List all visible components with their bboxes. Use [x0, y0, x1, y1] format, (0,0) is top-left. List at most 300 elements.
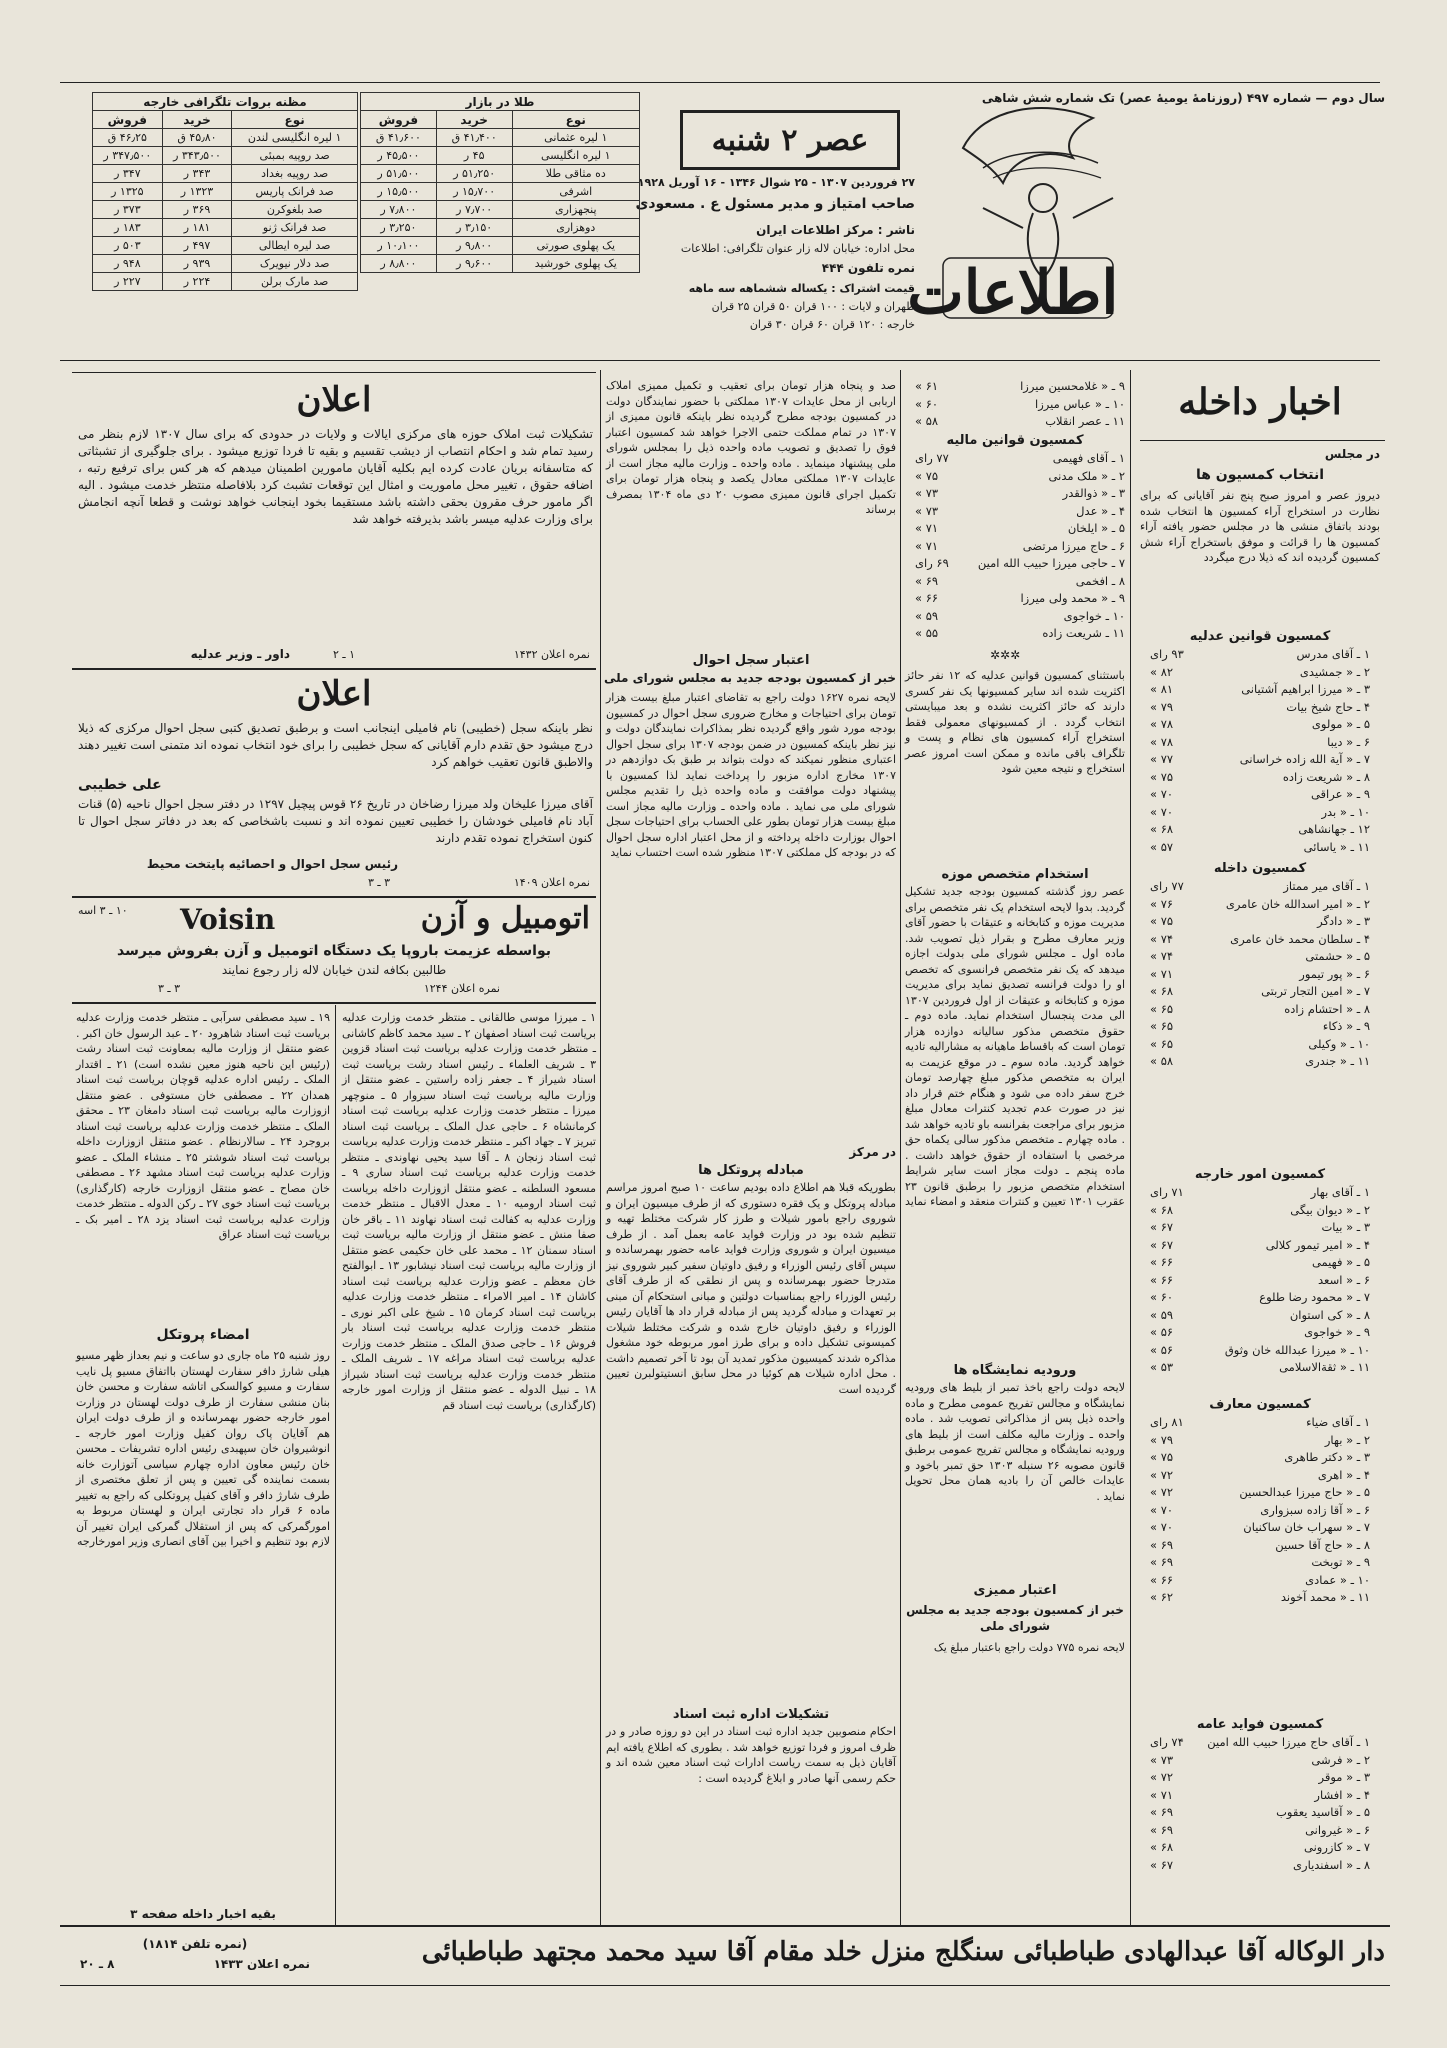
favayed-member: ۶ ـ « غیروانی	[1305, 1822, 1370, 1837]
dakhele-member: ۶ ـ « پور تیمور	[1299, 966, 1370, 981]
adliye-votes: ۷۰ »	[1150, 804, 1174, 819]
adliye-item	[1150, 664, 1370, 682]
h-budget-news: خبر از کمسیون بودجه جدید به مجلس شورای ملی	[906, 1603, 1124, 1633]
dakhele-votes: ۷۱ »	[1150, 966, 1174, 981]
h-maliye: کمسیون قوانین مالیه	[946, 433, 1084, 448]
adliye-member: ۶ ـ « دیبا	[1327, 734, 1370, 749]
ad2-title: اعلان	[296, 674, 372, 714]
maliye-item	[915, 625, 1125, 643]
dakhele-item	[1150, 1001, 1370, 1019]
ad1-ref: نمره اعلان ۱۴۳۲	[513, 648, 590, 661]
gold-row	[361, 219, 640, 237]
adliye-item	[1150, 699, 1370, 717]
col2-top-member: ۱۰ ـ « عباس میرزا	[1035, 396, 1125, 411]
maliye-member: ۱۰ ـ خواجوی	[1063, 608, 1125, 623]
h-adliye: کمسیون قوانین عدلیه	[1189, 629, 1331, 644]
favayed-member: ۳ ـ « موقر	[1318, 1770, 1370, 1784]
maaref-member: ۲ ـ « بهار	[1324, 1432, 1370, 1447]
maliye-item	[915, 538, 1125, 556]
dakhele-item	[1150, 1053, 1370, 1071]
maaref-votes: ۶۶ »	[1150, 1572, 1174, 1587]
khareje-votes: ۶۰ »	[1150, 1290, 1174, 1304]
maaref-item	[1150, 1537, 1370, 1555]
favayed-votes: ۶۷ »	[1150, 1857, 1174, 1872]
favayed-item	[1150, 1752, 1370, 1770]
ad3-title: اتومبیل و آزن	[420, 901, 590, 936]
favayed-item	[1150, 1769, 1370, 1787]
dakhele-list	[1150, 878, 1370, 1071]
adliye-item	[1150, 681, 1370, 699]
khareje-item	[1150, 1289, 1370, 1307]
maaref-votes: ۶۹ »	[1150, 1537, 1174, 1552]
khareje-item	[1150, 1324, 1370, 1342]
newspaper-logo	[907, 88, 1128, 358]
ad1-title: اعلان	[296, 380, 372, 420]
adliye-member: ۵ ـ « مولوی	[1311, 717, 1370, 731]
col2-top-member: ۱۱ ـ عصر انقلاب	[1045, 414, 1125, 428]
fx-cell: ۱۳۲۳ ر	[162, 183, 232, 201]
maaref-votes: ۷۲ »	[1150, 1467, 1174, 1482]
fx-cell: ۳۷۳ ر	[93, 201, 163, 219]
subscription-abroad: خارجه : ۱۲۰ قران ۶۰ قران ۳۰ قران	[749, 318, 915, 331]
h-center: در مرکز	[849, 1145, 896, 1159]
gold-cell: ده مثاقی طلا	[512, 165, 639, 183]
gold-cell: ۱ لیره عثمانی	[512, 129, 639, 147]
footer-phone: (نمره تلفن ۱۸۱۴)	[142, 1937, 248, 1951]
khareje-item	[1150, 1184, 1370, 1202]
ad1-code: ۱ ـ ۲	[332, 648, 355, 661]
phone-line: نمره تلفون ۴۴۴	[821, 261, 915, 275]
sub-heading-majlis: در مجلس	[1324, 447, 1380, 461]
adliye-member: ۱۰ ـ « بدر	[1321, 804, 1370, 819]
h-dakhele: کمسیون داخله	[1213, 861, 1307, 876]
gold-header-sell: فروش	[361, 111, 437, 129]
h-survey-credit: اعتبار ممیزی	[973, 1583, 1057, 1598]
fx-row	[93, 165, 358, 183]
khareje-item	[1150, 1237, 1370, 1255]
h-protocol-signing: امضاء پروتکل	[156, 1327, 250, 1343]
ad3-title-latin: Voisin	[180, 903, 276, 936]
maliye-member: ۸ ـ افخمی	[1075, 573, 1125, 588]
ad2-text: نظر باینکه سجل (خطیبی) نام فامیلی اینجانب است و برطبق تصدیق کتبی سجل احوال مرکزی که ذیلا درج میشود حق تقدم دارم آقایانی که سجل خطیبی را برای خود انتخاب نموده اند متمنی است تغییر دهند والاطبق قانون تعقیب خواهم کرد	[78, 721, 593, 769]
ad2-ref: نمره اعلان ۱۴۰۹	[513, 876, 590, 889]
gold-row	[361, 255, 640, 273]
fx-row	[93, 255, 358, 273]
col2-top-votes: ۵۸ »	[915, 414, 939, 428]
fx-cell: ۱ لیره انگلیسی لندن	[232, 129, 358, 147]
khareje-votes: ۶۷ »	[1150, 1220, 1174, 1234]
gold-cell: ۳٫۲۵۰ ر	[361, 219, 437, 237]
adliye-votes: ۷۷ »	[1150, 752, 1174, 766]
gold-cell: ۴۵ ر	[436, 147, 512, 165]
gold-cell: ۷٫۷۰۰ ر	[436, 201, 512, 219]
adliye-member: ۱۱ ـ « یاسائی	[1303, 839, 1370, 854]
gold-cell: ۱۰٫۱۰۰ ر	[361, 237, 437, 255]
khareje-votes: ۵۶ »	[1150, 1342, 1174, 1357]
khareje-item	[1150, 1272, 1370, 1290]
favayed-item	[1150, 1857, 1370, 1875]
maliye-votes: ۶۹ رای	[915, 556, 949, 570]
maaref-votes: ۷۰ »	[1150, 1502, 1174, 1517]
col-divider-4	[335, 1005, 336, 1925]
dakhele-member: ۸ ـ « احتشام زاده	[1284, 1001, 1370, 1016]
maliye-votes: ۵۵ »	[915, 626, 939, 640]
adliye-item	[1150, 769, 1370, 787]
favayed-member: ۵ ـ « آقاسید یعقوب	[1276, 1805, 1370, 1819]
adliye-item	[1150, 786, 1370, 804]
gold-cell: پنجهزاری	[512, 201, 639, 219]
maliye-item	[915, 450, 1125, 468]
fx-cell: صد مارک برلن	[232, 273, 358, 291]
adliye-list	[1150, 646, 1370, 856]
committees-intro: دیروز عصر و امروز صبح پنج نفر آقایانی که برای نظارت در استخراج آراء کمسیون ها انتخاب شده بودند باتفاق منشی ها در مجلس حضور یافته آراء کمسیون ها را قرائت و موفق باستخراج آراء شش کمسیون گردیده اند که ذیلا درج میگردد	[1140, 489, 1380, 564]
khareje-item	[1150, 1219, 1370, 1237]
gold-row	[361, 147, 640, 165]
maaref-votes: ۶۲ »	[1150, 1590, 1174, 1604]
section-heading-domestic: اخبار داخله	[1178, 381, 1342, 423]
ad1-text: تشکیلات ثبت املاک حوزه های مرکزی ایالات و ولایات در حدودی که برای سال ۱۳۰۷ لازم بنظر می رسید تمام شد و احکام انتصاب از دیشب تقسیم و بقیه تا فردا توزیع میشود . برای جلوگیری از تشبثاتی که متاسفانه بریان عادت کرده ایم بکلیه آقایان مامورین اطمینان میدهم که هر کس برای ترفیع رتبه ، اضافه حقوق ، تغییر محل ماموریت و امثال این توقعات تشبث کرد بلافاصله منتظر خدمت میشود . الیه اگر مامور حرف مقرون بحقی داشته باشد مستقیما بخود اینجانب خواهد نوشت و قطعا آنچه انجامش برای وزارت عدلیه میسر باشد بذیرفته خواهد شد	[78, 427, 593, 526]
col2-para3: لایحه دولت راجع باخذ تمبر از بلیط های ورودیه نمایشگاه و مجالس تفریح عمومی مطرح و ماده واحده ذیل پس از مذاکراتی تصویب شد . ماده واحده ـ وزارت مالیه مکلف است از بلیط های ورودیه نمایشگاه و مجالس تفریح عمومی برطبق قانون مصوبه ۲۶ سنبله ۱۳۰۳ حق تمبر باخود و عایدات خالص آن را بادیه همان محل تحویل نماید .	[905, 1381, 1125, 1503]
khareje-votes: ۶۸ »	[1150, 1202, 1174, 1217]
logo-text: اطلاعات	[907, 258, 1118, 328]
favayed-votes: ۷۴ رای	[1150, 1735, 1184, 1749]
favayed-member: ۲ ـ « فرشی	[1311, 1752, 1370, 1767]
maaref-votes: ۸۱ رای	[1150, 1415, 1184, 1429]
separator-stars: ✲✲✲	[990, 648, 1021, 662]
h-committees: انتخاب کمسیون ها	[1195, 467, 1325, 483]
fx-cell: صد فرانک پاریس	[232, 183, 358, 201]
khareje-member: ۳ ـ « بیات	[1321, 1220, 1370, 1234]
gold-cell: ۹٫۸۰۰ ر	[436, 237, 512, 255]
favayed-votes: ۶۸ »	[1150, 1840, 1174, 1854]
publisher-line: ناشر : مرکز اطلاعات ایران	[756, 223, 915, 237]
protocol-text: روز شنبه ۲۵ ماه جاری دو ساعت و نیم بعداز ظهر مسیو هیلی شارژ دافر سفارت لهستان بااتفاق مسیو پل نایب سفارت و مسیو کوالسکی اتاشه سفارت و محسن خان بنان منشی سفارت از طرف دولت لهستان در وزارت امور خارجه حضور بهمرسانده و از طرف دولت ایران هم آقایان پاک روان کفیل وزارت امور خارجه ـ انوشیروان خان سپهبدی رئیس اداره تشریفات ـ محسن خان رئیس معاون اداره چهارم سیاسی آتوزارت خانه بسمت نماینده گی تعیین و پس از تعلق مختصری از طرف شارژ دافر و آقای کفیل پروتکلی که راجع به تغییر ماده ۶ قرار داد تجارتی ایران و لهستان مربوط به امورگمرکی که پس از استقلال گمرکی ایران تغییر آن لازم بود تنظیم و اخیرا بین آقای انصاری وزیر امورخارجه	[76, 1349, 330, 1548]
khareje-votes: ۶۷ »	[1150, 1237, 1174, 1252]
maaref-member: ۱ ـ آقای ضیاء	[1306, 1415, 1370, 1429]
khareje-votes: ۷۱ رای	[1150, 1185, 1184, 1199]
maaref-votes: ۷۵ »	[1150, 1450, 1174, 1464]
favayed-list	[1150, 1734, 1370, 1874]
maliye-member: ۹ ـ « محمد ولی میرزا	[1020, 591, 1125, 605]
gold-cell: ۸٫۸۰۰ ر	[361, 255, 437, 273]
maaref-votes: ۷۰ »	[1150, 1520, 1174, 1534]
col2-para2: عصر روز گذشته کمسیون بودجه جدید تشکیل گردید. بدوا لایحه استخدام یک نفر متخصص برای مدیریت موزه و کتابخانه و عتیقات با حضور آقای وزیر معارف مطرح و بقرار ذیل تصویب شد. ماده اول ـ مجلس شورای ملی بدولت اجازه میدهد که یک نفر متخصص فرانسوی که تخصص او را دولت فرانسه تصدیق نماید برای مدیریت موزه و کتابخانه و عتیقات از اول فروردین ۱۳۰۷ الی مدت پنجسال استخدام نماید. ماده دوم ـ حقوق متخصص مذکور سالیانه دوازده هزار تومان است که باقساط ماهیانه به مشارالیه تادیه خواهد گردید. ماده سوم ـ در موقع عزیمت به ایران به متخصص مذکور مبلغ چهارصد تومان خرج سفر داده می شود و هنگام ختم قرار داد نیز در صورت عدم تجدید کنترات معادل مبلغ مزبور برای مراجعت بفرانسه باو تادیه خواهد شد . ماده چهارم ـ متخصص مذکور سالی یکماه حق مرخصی با استفاده از حقوق خواهد داشت . ماده پنجم ـ دولت مجاز است سایر شرایط استخدام متخصص مزبور را برطبق قانون ۲۳ عقرب ۱۳۰۱ تعیین و کنترات منعقد و امضاء نماید	[904, 885, 1125, 1208]
dakhele-item	[1150, 1018, 1370, 1036]
maaref-item	[1150, 1502, 1370, 1520]
col3-para2: لایحه نمره ۱۶۲۷ دولت راجع به تقاضای اعتبار مبلغ بیست هزار تومان برای احتیاجات و مخارج ضروری سجل احوال در کمسیون بودجه مورد شور واقع گردیده نظر بمذاکرات نمایندگان دولت و نیز نظر باینکه کمسیون در ضمن بودجه ۱۳۰۷ برای سجل احوال اعتباری منظور نمیکند که دولت بتواند بر طبق بک دوازدهم در ۱۳۰۷ مخارج اداره مزبور را پرداخت نماید لذا کمسیون با پیشنهاد دولت موافقت و ماده واحده ذیل را تقدیم مجلس شورای ملی می نماید . ماده واحده ـ وزارت مالیه مجاز است مبلغ بیست هزار تومان بطور علی الحساب برای احتیاجات سجل احوال بوزارت داخله پرداخته و از محل اعتبار اداره سجل احوال که در بودجه کل مملکتی ۱۳۰۷ منظور شده است احتساب نماید	[606, 691, 896, 859]
gold-table-title: طلا در بازار	[361, 93, 640, 111]
gold-cell: ۵۱٫۵۰۰ ر	[361, 165, 437, 183]
subscription-title: قیمت اشتراک : یکساله ششماهه سه ماهه	[688, 282, 915, 295]
khareje-votes: ۵۶ »	[1150, 1325, 1174, 1339]
ad2-text2: آقای میرزا علیخان ولد میرزا رضاخان در تاریخ ۲۶ قوس پیچیل ۱۲۹۷ در دفتر سجل احوال ناحیه (۵) قنات آباد نام فامیلی خودشان را خطیبی تعیین نموده اند و نسبت باشخاصی که بعد در دفاتر سجل احوال تا کنون استخراج نموده تقدم دارند	[78, 797, 593, 845]
gold-cell: ۱۵٫۵۰۰ ر	[361, 183, 437, 201]
khareje-item	[1150, 1307, 1370, 1325]
fx-row	[93, 147, 358, 165]
dakhele-votes: ۷۵ »	[1150, 914, 1174, 928]
favayed-votes: ۷۳ »	[1150, 1752, 1174, 1767]
h-khareje: کمسیون امور خارجه	[1194, 1167, 1326, 1182]
maliye-item	[915, 468, 1125, 486]
fx-table-title: مظنه بروات تلگرافی خارجه	[93, 93, 358, 111]
footer-code: ۸ ـ ۲۰	[80, 1957, 115, 1971]
maaref-item	[1150, 1449, 1370, 1467]
h-registry-org: تشکیلات اداره ثبت اسناد	[672, 1707, 830, 1722]
khareje-item	[1150, 1254, 1370, 1272]
dakhele-member: ۱۱ ـ « جندری	[1305, 1054, 1370, 1068]
gold-cell: ۱ لیره انگلیسی	[512, 147, 639, 165]
maliye-member: ۴ ـ « عدل	[1076, 503, 1125, 518]
adliye-votes: ۸۲ »	[1150, 664, 1174, 679]
adliye-votes: ۵۷ »	[1150, 839, 1174, 854]
ad2-signature: رئیس سجل احوال و احصائیه پایتخت محیط	[146, 857, 398, 871]
col2-top-member: ۹ ـ « غلامحسین میرزا	[1020, 379, 1125, 393]
fx-header-sell: فروش	[93, 111, 163, 129]
gold-row	[361, 165, 640, 183]
favayed-votes: ۶۹ »	[1150, 1822, 1174, 1837]
footer-main: دار الوکاله آقا عبدالهادی طباطبائی سنگلج منزل خلد مقام آقا سید محمد مجتهد طباطبائی	[421, 1937, 1385, 1967]
maliye-member: ۷ ـ حاجی میرزا حبیب الله امین	[977, 556, 1125, 570]
dakhele-member: ۴ ـ سلطان محمد خان عامری	[1230, 931, 1370, 946]
khareje-member: ۴ ـ « امیر تیمور کلالی	[1265, 1237, 1370, 1252]
rule	[72, 668, 596, 670]
dakhele-item	[1150, 931, 1370, 949]
fx-cell: صد روپیه بمبئی	[232, 147, 358, 165]
maaref-member: ۱۰ ـ « عمادی	[1305, 1572, 1370, 1587]
adliye-votes: ۷۹ »	[1150, 699, 1174, 714]
fx-cell: صد بلغوکرن	[232, 201, 358, 219]
favayed-item	[1150, 1839, 1370, 1857]
day-title-box	[680, 110, 900, 170]
dakhele-votes: ۶۵ »	[1150, 1001, 1174, 1016]
footer-top-rule	[60, 1925, 1390, 1927]
dakhele-member: ۳ ـ « دادگر	[1317, 914, 1370, 928]
khareje-list	[1150, 1184, 1370, 1377]
khareje-member: ۱۰ ـ « میرزا عبدالله خان وثوق	[1224, 1342, 1370, 1357]
dakhele-votes: ۷۴ »	[1150, 949, 1174, 963]
favayed-votes: ۶۹ »	[1150, 1805, 1174, 1819]
dakhele-votes: ۵۸ »	[1150, 1054, 1174, 1068]
col2-top-item	[915, 378, 1125, 396]
h-protocol-exchange: مبادله پروتکل ها	[698, 1163, 804, 1178]
maliye-item	[915, 520, 1125, 538]
col2-para1: باستثنای کمسیون قوانین عدلیه که ۱۲ نفر حائز اکثریت شده اند سایر کمسیونها یک نفر کسری دارند که حائز اکثریت نشده و بعد میبایستی انتخاب گردد . از کمسیونهای معمولی فقط استخراج آراء کمسیون های نظام و پست و تلگراف باقی مانده و ممکن است امروز عصر استخراج و نتیجه معین شود	[905, 669, 1125, 775]
dakhele-member: ۱ ـ آقای میر ممتاز	[1283, 879, 1370, 893]
maaref-item	[1150, 1484, 1370, 1502]
gold-row	[361, 129, 640, 147]
fx-cell: صد لیره ایطالی	[232, 237, 358, 255]
maliye-member: ۲ ـ « ملک مدنی	[1048, 468, 1125, 483]
h-favayed: کمسیون فواید عامه	[1196, 1717, 1324, 1732]
h-registry-budget: خبر از کمسیون بودجه جدید به مجلس شورای ملی	[603, 671, 896, 685]
fx-cell: ۴۶٫۲۵ ق	[93, 129, 163, 147]
fx-cell: ۱۸۱ ر	[162, 219, 232, 237]
favayed-member: ۱ ـ آقای حاج میرزا حبیب الله امین	[1207, 1735, 1370, 1749]
fx-header-type: نوع	[232, 111, 358, 129]
ad3-code: ۱۰ ـ ۳ اسه	[78, 904, 128, 917]
col2-top-votes: ۶۱ »	[915, 379, 939, 393]
dakhele-member: ۷ ـ « امین التجار تربتی	[1261, 984, 1370, 998]
khareje-votes: ۵۳ »	[1150, 1360, 1174, 1374]
gold-header-buy: خرید	[436, 111, 512, 129]
rule	[72, 372, 596, 373]
maliye-item	[915, 608, 1125, 626]
gold-price-table	[360, 92, 640, 273]
adliye-item	[1150, 804, 1370, 822]
favayed-item	[1150, 1822, 1370, 1840]
khareje-member: ۲ ـ « دیوان بیگی	[1290, 1202, 1370, 1217]
registry-list-part1: ۱ ـ میرزا موسی طالقانی ـ منتظر خدمت وزارت عدلیه بریاست ثبت اسناد اصفهان ۲ ـ سید محمد کاظم کاشانی ـ منتظر خدمت وزارت عدلیه بریاست ثبت اسناد قزوین ۳ ـ شریف العلماء ـ رئیس اسناد رشت بریاست ثبت اسناد شیراز ۴ ـ جعفر زاده راستین ـ عضو منتقل از وزارت مالیه بریاست ثبت اسناد سبزوار ۵ ـ منوچهر میرزا ـ منتظر خدمت وزارت عدلیه بریاست ثبت اسناد کرمانشاه ۶ ـ حاجی عدل الملک ـ بریاست ثبت اسناد تبریز ۷ ـ جهاد اکبر ـ منتظر خدمت وزارت عدلیه بریاست ثبت اسناد زنجان ۸ ـ آقا سید یحیی نهاوندی ـ منتظر خدمت وزارت عدلیه بریاست ثبت اسناد ساری ۹ ـ مسعود السلطنه ـ عضو منتقل ازوزارت داخله بریاست ثبت اسناد ارومیه ۱۰ ـ معدل الاقبال ـ منتظر خدمت وزارت عدلیه به کفالت ثبت اسناد نهاوند ۱۱ ـ باقر خان صفا منش ـ عضو منتقل از وزارت مالیه بریاست ثبت اسناد سمنان ۱۲ ـ محمد علی خان حکیمی عضو منتقل از وزارت مالیه بریاست ثبت اسناد نیشابور ۱۳ ـ ابوالفتح خان معظم ـ عضو وزارت عدلیه بریاست ثبت اسناد کاشان ۱۴ ـ امیر الامراء ـ منتظر خدمت وزارت عدلیه بریاست ثبت اسناد کرمان ۱۵ ـ شیخ علی اکبر نوری ـ منتظر خدمت وزارت عدلیه بریاست ثبت اسناد بار فروش ۱۶ ـ حاجی صدق الملک ـ منتظر خدمت وزارت عدلیه بریاست ثبت اسناد مراغه ۱۷ ـ شریف الملک ـ منتظر خدمت وزارت عدلیه بریاست ثبت اسناد شیراز ۱۸ ـ نبیل الدوله ـ عضو منتقل از وزارت امور خارجه (کارگذاری) بریاست ثبت اسناد قم	[342, 1011, 597, 1412]
ad1-signature: داور ـ وزیر عدلیه	[190, 647, 290, 661]
maaref-member: ۴ ـ « اهری	[1317, 1467, 1370, 1482]
maliye-list	[915, 450, 1125, 643]
dakhele-item	[1150, 878, 1370, 896]
maaref-member: ۶ ـ « آقا زاده سبزواری	[1260, 1502, 1370, 1517]
dakhele-member: ۱۰ ـ « وکیلی	[1308, 1036, 1370, 1051]
adliye-item	[1150, 751, 1370, 769]
registry-list-part2: ۱۹ ـ سید مصطفی سرآبی ـ منتظر خدمت وزارت عدلیه بریاست ثبت اسناد شاهرود ۲۰ ـ عبد الرسول خان اکبر . عضو منتقل از وزارت مالیه بمعاونت ثبت اسناد رشت (رئیس این ناحیه هنوز معین نشده است) ۲۱ ـ اقتدار الملک ـ رئیس اداره عدلیه قوچان بریاست ثبت اسناد همدان ۲۲ ـ مصطفی خان مستوفی . عضو منتقل ازوزارت مالیه بریاست ثبت اسناد دامغان ۲۳ ـ محقق الملک ـ منتظر خدمت وزارت عدلیه بریاست ثبت اسناد بروجرد ۲۴ ـ سالارنظام . عضو منتقل ازوزارت داخله بریاست ثبت اسناد شوشتر ۲۵ ـ منشاء الملک ـ عضو وزارت عدلیه بریاست ثبت اسناد مشهد ۲۶ ـ مصطفی خان مصاح ـ عضو منتقل ازوزارت خارجه (کارگذاری) بریاست ثبت اسناد خوی ۲۷ ـ رکن الدوله ـ منتظر خدمت وزارت عدلیه بریاست ثبت اسناد یزد ۲۸ ـ امیر بک ـ بریاست ثبت اسناد عراق	[76, 1011, 331, 1241]
dakhele-item	[1150, 913, 1370, 931]
adliye-member: ۹ ـ « عراقی	[1310, 787, 1370, 801]
dakhele-votes: ۶۸ »	[1150, 984, 1174, 998]
subscription-tehran: طهران و لایات : ۱۰۰ قران ۵۰ قران ۲۵ قران	[711, 300, 915, 313]
gold-cell: ۳٫۱۵۰ ر	[436, 219, 512, 237]
day-title: عصر ۲ شنبه	[711, 123, 869, 158]
adliye-member: ۴ ـ حاج شیخ بیات	[1286, 699, 1370, 714]
khareje-member: ۷ ـ « محمود رضا طلوع	[1259, 1290, 1370, 1304]
dakhele-item	[1150, 948, 1370, 966]
col2-top-votes: ۶۰ »	[915, 396, 939, 411]
maaref-votes: ۷۹ »	[1150, 1432, 1174, 1447]
adliye-item	[1150, 734, 1370, 752]
col3-para4: احکام منصوبین جدید اداره ثبت اسناد در این دو روزه صادر و در ظرف امروز و فردا توزیع خواهد شد . بطوری که اطلاع یافته ایم آقایان ذیل به سمت ریاست ادارات ثبت اسناد معین شده اند و حکم رسمی آنها صادر و ابلاغ گردیده است :	[606, 1725, 896, 1785]
ad2-code: ۳ ـ ۳	[367, 876, 390, 889]
maaref-member: ۵ ـ « حاج میرزا عبدالحسین	[1239, 1485, 1370, 1499]
gold-cell: ۹٫۶۰۰ ر	[436, 255, 512, 273]
adliye-member: ۳ ـ « میرزا ابراهیم آشتیانی	[1241, 682, 1370, 696]
fx-cell: ۴۹۷ ر	[162, 237, 232, 255]
khareje-votes: ۶۶ »	[1150, 1272, 1174, 1287]
maaref-item	[1150, 1432, 1370, 1450]
fx-cell: صد دلار نیویرک	[232, 255, 358, 273]
gold-cell: ۱۵٫۷۰۰ ر	[436, 183, 512, 201]
maliye-votes: ۷۷ رای	[915, 451, 949, 465]
fx-cell: ۳۶۹ ر	[162, 201, 232, 219]
khareje-member: ۱ ـ آقای بهار	[1310, 1185, 1370, 1199]
fx-cell: ۵۰۳ ر	[93, 237, 163, 255]
ad3-text: طالبین بکافه لندن خیابان لاله زار رجوع نمایند	[221, 963, 447, 977]
favayed-item	[1150, 1734, 1370, 1752]
fx-cell: ۱۸۳ ر	[93, 219, 163, 237]
gold-cell: ۴۱٫۴۰۰ ق	[436, 129, 512, 147]
h-museum: استخدام متخصص موزه	[941, 867, 1089, 882]
maliye-item	[915, 590, 1125, 608]
ad3-sub: بواسطه عزیمت باروپا یک دستگاه اتومبیل و آزن بفروش میرسد	[117, 943, 551, 959]
h-maaref: کمسیون معارف	[1209, 1397, 1311, 1412]
adliye-votes: ۸۱ »	[1150, 682, 1174, 696]
col3-para3: بطوریکه قبلا هم اطلاع داده بودیم ساعت ۱۰ صبح امروز مراسم مبادله پروتکل و یک فقره دستوری که از طرف میسیون ایران و شوروی راجع بامور شیلات و طرز کار شرکت مختلط تهیه و تنظیم شده بود در وزارت فواید عامه بعمل آمد . از طرف میسیون ایران و شوروی وزارت فواید عامه حضور بهمرسانده و سپس آقای رئیس الوزراء و رفیق داوتیان سفیر کبیر شوروی نیز متدرجا حضور بهمرسانده و پس از نطقی که از طرف آقای رئیس الوزراء راجع بمناسبات دولتین و مبانی استحکام آن مبنی بر تعهدات و مبادله گردید پس از مبادله قرار داد ها آقایان رئیس الوزراء و رفیق داوتیان خارج شده و شرکت مختلط شیلات کمیسونی تشکیل داده و برای طرز امور مربوطه خود مشغول مذاکره شدند کمیسیون مذکور تمدید آن بود تا آخر تصمیم داشت . محل اداره شیلات هم کوئیا در محل سابق انستیتولبرن تعیین گردیده است	[606, 1181, 896, 1396]
maaref-item	[1150, 1467, 1370, 1485]
dakhele-votes: ۶۵ »	[1150, 1036, 1174, 1051]
maliye-item	[915, 573, 1125, 591]
favayed-member: ۷ ـ « کازرونی	[1304, 1840, 1370, 1854]
office-line: محل اداره: خیابان لاله زار عنوان تلگرافی: اطلاعات	[680, 242, 915, 255]
fx-cell: ۳۴۷٫۵۰۰ ر	[93, 147, 163, 165]
gold-row	[361, 183, 640, 201]
khareje-item	[1150, 1342, 1370, 1360]
maliye-votes: ۷۵ »	[915, 468, 939, 483]
dakhele-member: ۲ ـ « امیر اسدالله خان عامری	[1225, 896, 1370, 911]
adliye-item	[1150, 839, 1370, 857]
adliye-votes: ۷۰ »	[1150, 787, 1174, 801]
fx-cell: صد فرانک ژنو	[232, 219, 358, 237]
khareje-item	[1150, 1359, 1370, 1377]
fx-cell: ۴۵٫۸۰ ق	[162, 129, 232, 147]
adliye-item	[1150, 646, 1370, 664]
maaref-item	[1150, 1519, 1370, 1537]
owner-line: صاحب امتیاز و مدیر مسئول ع . مسعودی	[635, 196, 915, 212]
adliye-item	[1150, 716, 1370, 734]
maliye-item	[915, 503, 1125, 521]
adliye-member: ۸ ـ « شریعت زاده	[1282, 769, 1370, 784]
fx-row	[93, 183, 358, 201]
favayed-votes: ۷۱ »	[1150, 1787, 1174, 1802]
maaref-votes: ۶۹ »	[1150, 1555, 1174, 1569]
dakhele-member: ۹ ـ « ذکاء	[1322, 1019, 1370, 1033]
adliye-votes: ۹۳ رای	[1150, 647, 1184, 661]
favayed-member: ۸ ـ « اسفندیاری	[1293, 1857, 1370, 1872]
adliye-member: ۱ ـ آقای مدرس	[1296, 647, 1370, 661]
maliye-votes: ۷۳ »	[915, 486, 939, 500]
h-registry-credit: اعتبار سجل احوال	[692, 653, 810, 668]
fx-rate-table	[92, 92, 358, 291]
maaref-votes: ۷۲ »	[1150, 1485, 1174, 1499]
gold-cell: یک پهلوی خورشید	[512, 255, 639, 273]
adliye-member: ۷ ـ « آیة الله زاده خراسانی	[1239, 752, 1370, 766]
gold-cell: ۷٫۸۰۰ ر	[361, 201, 437, 219]
khareje-votes: ۶۶ »	[1150, 1255, 1174, 1269]
fx-header-buy: خرید	[162, 111, 232, 129]
gold-cell: یک پهلوی صورتی	[512, 237, 639, 255]
maaref-item	[1150, 1414, 1370, 1432]
khareje-member: ۶ ـ « اسعد	[1318, 1272, 1370, 1287]
maaref-member: ۱۱ ـ « محمد آخوند	[1280, 1590, 1370, 1604]
dakhele-item	[1150, 896, 1370, 914]
rule	[72, 1002, 596, 1004]
col-divider-2	[900, 370, 901, 1925]
dakhele-item	[1150, 966, 1370, 984]
ad2-name: علی خطیبی	[78, 777, 162, 793]
khareje-member: ۱۱ ـ « ثقةالاسلامی	[1279, 1360, 1370, 1374]
date-line: ۲۷ فروردین ۱۳۰۷ - ۲۵ شوال ۱۳۴۶ - ۱۶ آوریل ۱۹۲۸	[637, 176, 915, 189]
fx-row	[93, 201, 358, 219]
adliye-member: ۲ ـ « جمشیدی	[1299, 664, 1370, 679]
maliye-item	[915, 555, 1125, 573]
fx-row	[93, 129, 358, 147]
maaref-member: ۷ ـ « سهراب خان ساکنیان	[1243, 1520, 1370, 1534]
maaref-member: ۳ ـ « دکتر طاهری	[1284, 1450, 1370, 1464]
gold-row	[361, 237, 640, 255]
adliye-votes: ۷۵ »	[1150, 769, 1174, 784]
maaref-item	[1150, 1589, 1370, 1607]
maaref-member: ۹ ـ « توبخت	[1311, 1555, 1370, 1569]
gold-cell: اشرفی	[512, 183, 639, 201]
fx-cell: ۲۲۷ ر	[93, 273, 163, 291]
favayed-votes: ۷۲ »	[1150, 1770, 1174, 1784]
gold-cell: ۵۱٫۲۵۰ ر	[436, 165, 512, 183]
fx-cell: ۳۴۳ ر	[162, 165, 232, 183]
issue-line: سال دوم — شماره ۴۹۷ (روزنامهٔ یومیهٔ عصر) تک شماره شش شاهی	[981, 91, 1385, 105]
